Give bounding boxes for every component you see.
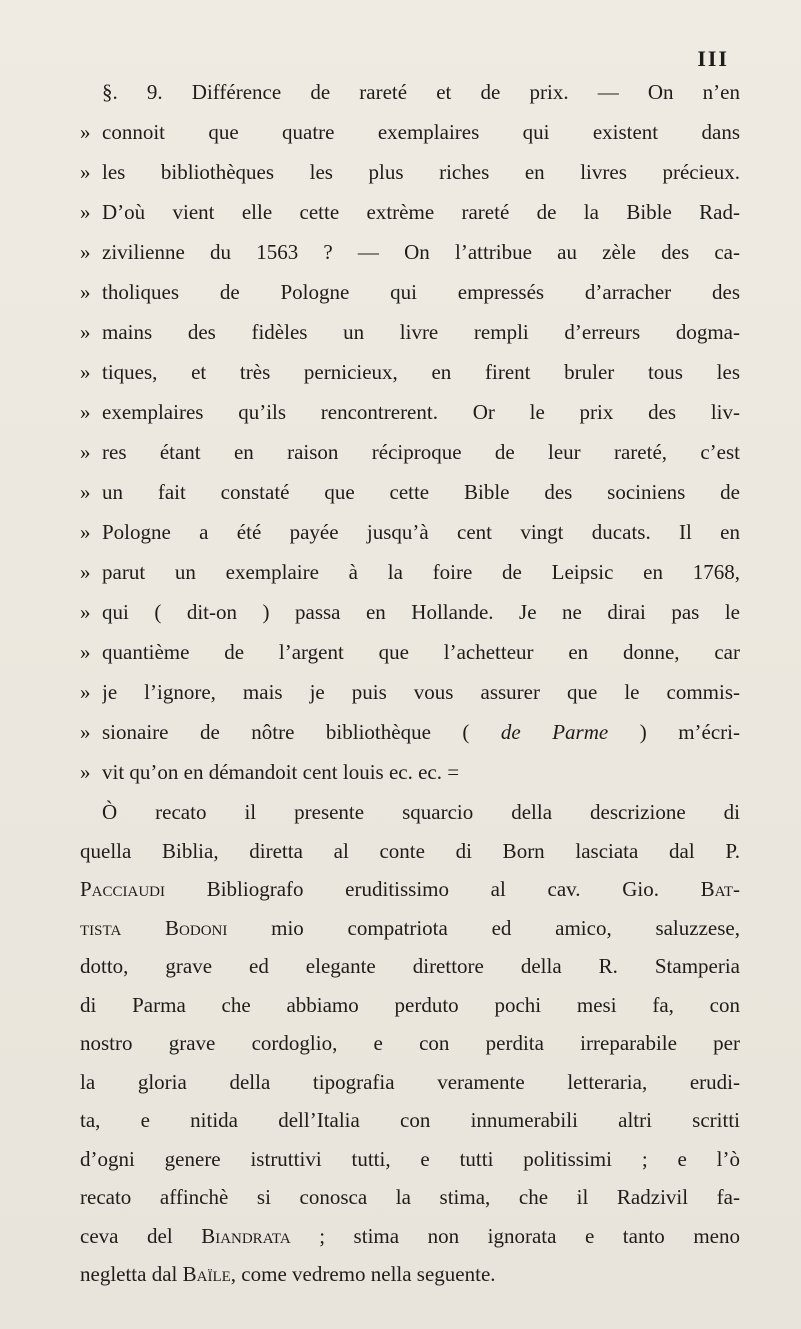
- quotation-text: vit qu’on en démandoit cent louis ec. ec. =: [102, 760, 460, 784]
- quotation-mark: »: [80, 560, 91, 584]
- commentary-text-segment: d’ogni genere istruttivi tutti, e tutti politissimi ; e l’ò: [80, 1146, 740, 1171]
- quotation-line: [80, 320, 740, 360]
- commentary-text: [80, 839, 740, 864]
- commentary-text-segment: di Parma che abbiamo perduto pochi mesi fa, con: [80, 992, 740, 1017]
- quotation-text: parut un exemplaire à la foire de Leipsic en 1768,: [102, 560, 740, 584]
- quotation-line: [80, 160, 740, 200]
- quotation-mark: »: [80, 400, 91, 424]
- quotation-mark: »: [80, 520, 91, 544]
- text-block: [80, 80, 740, 1301]
- quotation-line: [80, 640, 740, 680]
- quotation-line: [80, 280, 740, 320]
- quotation-text: un fait constaté que cette Bible des sociniens de: [102, 480, 740, 504]
- quotation-line: [80, 680, 740, 720]
- quotation-mark: »: [80, 480, 91, 504]
- commentary-line: [80, 1224, 740, 1263]
- quotation-mark: »: [80, 240, 91, 264]
- quotation-line: [80, 200, 740, 240]
- commentary-text-segment: dotto, grave ed elegante direttore della R. Stamperia: [80, 954, 740, 978]
- quotation-line: [80, 80, 740, 120]
- commentary-line: [80, 800, 740, 839]
- quotation-text: §. 9. Différence de rareté et de prix. — On n’en: [102, 80, 740, 104]
- quotation-text: zivilienne du 1563 ? — On l’attribue au zèle des ca-: [102, 240, 740, 264]
- quotation-line: [80, 440, 740, 480]
- quotation-mark: »: [80, 200, 91, 224]
- commentary-text: [80, 1262, 740, 1287]
- commentary-text: [80, 1147, 740, 1172]
- quotation-text: [102, 720, 740, 745]
- quotation-text: exemplaires qu’ils rencontrerent. Or le prix des liv-: [102, 400, 740, 424]
- commentary-text: [80, 1185, 740, 1210]
- commentary-line: [80, 1031, 740, 1070]
- quotation-line: [80, 360, 740, 400]
- quotation-text: mains des fidèles un livre rempli d’erreurs dogma-: [102, 320, 740, 344]
- commentary-line: [80, 954, 740, 993]
- page-number: III: [697, 46, 729, 71]
- commentary-line: [80, 1070, 740, 1109]
- commentary-text-segment: ; stima non ignorata e tanto meno: [290, 1223, 740, 1248]
- commentary-text: [80, 800, 740, 825]
- commentary-text-segment: ceva del: [80, 1223, 202, 1248]
- quotation-mark: »: [80, 120, 91, 144]
- quotation-text: les bibliothèques les plus riches en livres précieux.: [102, 160, 740, 184]
- quotation-text: quantième de l’argent que l’achetteur en donne, car: [102, 640, 740, 664]
- commentary-text-segment: recato affinchè si conosca la stima, che il Radzivil fa-: [80, 1185, 740, 1209]
- quotation-text: je l’ignore, mais je puis vous assurer que le commis-: [102, 680, 740, 704]
- small-caps-name: Biandrata: [201, 1223, 291, 1248]
- quotation-text: tholiques de Pologne qui empressés d’arracher des: [102, 280, 740, 304]
- commentary-text: [80, 877, 740, 902]
- quotation-mark: »: [80, 280, 91, 304]
- commentary-text-segment: Bibliografo eruditissimo al cav. Gio.: [165, 877, 701, 901]
- quotation-line: [80, 120, 740, 160]
- small-caps-name: Bat-: [700, 877, 740, 901]
- commentary-text: [80, 993, 740, 1018]
- commentary-text-segment: quella Biblia, diretta al conte di Born lasciata dal P.: [80, 838, 740, 863]
- quotation-text: D’où vient elle cette extrème rareté de la Bible Rad-: [102, 200, 740, 224]
- commentary-line: [80, 839, 740, 878]
- commentary-text-segment: Ò recato il presente squarcio della descrizione di: [102, 800, 740, 824]
- quotation-text-segment: sionaire de nôtre bibliothèque (: [102, 720, 470, 744]
- commentary-text-segment: mio compatriota ed amico, saluzzese,: [227, 915, 740, 940]
- quotation-mark: »: [80, 760, 91, 784]
- commentary-line: [80, 993, 740, 1032]
- commentary-line: [80, 1262, 740, 1301]
- quotation-mark: »: [80, 680, 91, 704]
- commentary-text: [80, 954, 740, 979]
- quotation-mark: »: [80, 160, 91, 184]
- quotation-line: [80, 240, 740, 280]
- quotation-line: [80, 400, 740, 440]
- commentary-line: [80, 1185, 740, 1224]
- quotation-text-segment: ) m’écri-: [639, 720, 740, 744]
- quotation-mark: »: [80, 360, 91, 384]
- commentary-text: [80, 916, 740, 941]
- small-caps-name: tista Bodoni: [80, 915, 228, 940]
- commentary-text: [80, 1070, 740, 1095]
- quotation-text: Pologne a été payée jusqu’à cent vingt ducats. Il en: [102, 520, 740, 544]
- quotation-mark: »: [80, 600, 91, 624]
- quotation-text: qui ( dit-on ) passa en Hollande. Je ne dirai pas le: [102, 600, 740, 624]
- quotation-line: [80, 560, 740, 600]
- commentary-line: [80, 877, 740, 916]
- quotation-mark: »: [80, 320, 91, 344]
- quotation-mark: »: [80, 440, 91, 464]
- commentary-text: [80, 1031, 740, 1056]
- commentary-line: [80, 916, 740, 955]
- quotation-line: [80, 720, 740, 760]
- commentary-text-segment: , come vedremo nella seguente.: [230, 1262, 496, 1286]
- italian-commentary: [80, 800, 740, 1301]
- small-caps-name: Baïle: [182, 1262, 231, 1286]
- commentary-text-segment: ta, e nitida dell’Italia con innumerabili altri scritti: [80, 1108, 740, 1132]
- quotation-text: connoit que quatre exemplaires qui existent dans: [102, 120, 740, 144]
- quotation-text: res étant en raison réciproque de leur rareté, c’est: [102, 440, 740, 464]
- quotation-mark: »: [80, 720, 91, 744]
- commentary-text: [80, 1224, 740, 1249]
- small-caps-name: Pacciaudi: [80, 877, 166, 901]
- commentary-text-segment: la gloria della tipografia veramente letteraria, erudi-: [80, 1069, 740, 1094]
- quotation-line: [80, 760, 740, 800]
- french-quotation: [80, 80, 740, 800]
- quotation-text: tiques, et très pernicieux, en firent bruler tous les: [102, 360, 740, 384]
- commentary-line: [80, 1108, 740, 1147]
- quotation-line: [80, 480, 740, 520]
- commentary-text-segment: nostro grave cordoglio, e con perdita irreparabile per: [80, 1031, 740, 1055]
- italic-place-name: de Parme: [500, 720, 609, 744]
- quotation-mark: »: [80, 640, 91, 664]
- commentary-line: [80, 1147, 740, 1186]
- quotation-line: [80, 520, 740, 560]
- quotation-line: [80, 600, 740, 640]
- commentary-text-segment: negletta dal: [80, 1262, 183, 1286]
- commentary-text: [80, 1108, 740, 1133]
